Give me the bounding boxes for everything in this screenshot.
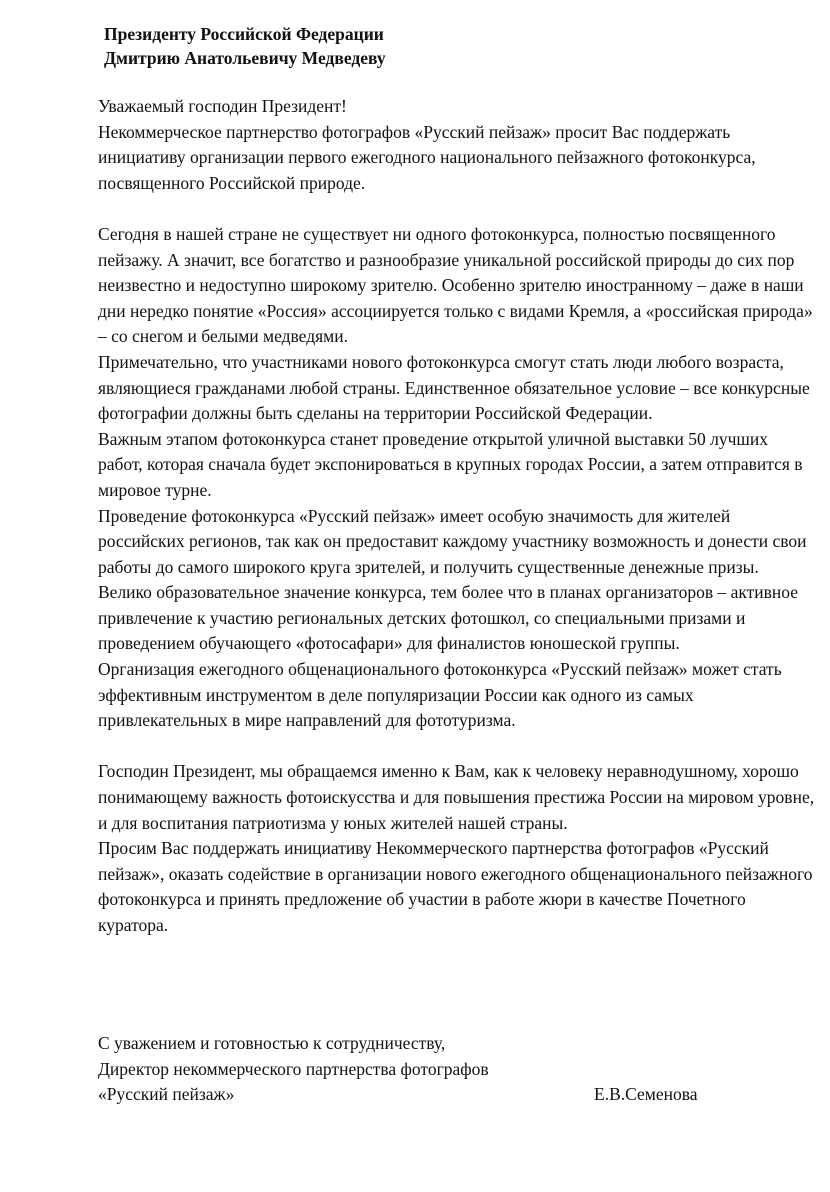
addressee-block	[104, 22, 386, 70]
addressee-name: Дмитрию Анатольевичу Медведеву	[104, 48, 386, 68]
paragraph-exhibition: Важным этапом фотоконкурса станет проведение открытой уличной выставки 50 лучших работ, которая сначала будет экспонироваться в крупных городах России, а затем отправится в мировое турне.	[98, 428, 803, 500]
paragraph-tourism: Организация ежегодного общенационального фотоконкурса «Русский пейзаж» может стать эффективным инструментом в деле популяризации России как одного из самых привлекательных в мире направлений для фототуризма.	[98, 659, 782, 731]
signature-line	[98, 1082, 718, 1108]
signature-name: Е.В.Семенова	[594, 1084, 698, 1105]
signature-position: Директор некоммерческого партнерства фотографов	[98, 1058, 489, 1079]
signature-organization: «Русский пейзаж»	[98, 1084, 235, 1105]
paragraph-education: Велико образовательное значение конкурса, тем более что в планах организаторов – активное привлечение к участию региональных детских фотошкол, со специальными призами и проведением обучающего «фотосафари» для финалистов юношеской группы.	[98, 582, 798, 654]
paragraph-gap	[98, 196, 816, 222]
salutation: Уважаемый господин Президент!	[98, 96, 347, 116]
signature-closing: С уважением и готовностью к сотрудничеству,	[98, 1033, 446, 1053]
paragraph-appeal: Господин Президент, мы обращаемся именно к Вам, как к человеку неравнодушному, хорошо понимающему важность фотоискусства и для повышения престижа России на мировом уровне, и для воспитания патриотизма у юных жителей нашей страны.	[98, 761, 815, 833]
signature-block	[98, 1031, 718, 1108]
letter-body	[98, 94, 816, 939]
paragraph-proposal: Просим Вас поддержать инициативу Некоммерческого партнерства фотографов «Русский пейзаж», оказать содействие в организации нового ежегодного общенационального пейзажного фотоконкурса и принять предложение об участии в работе жюри в качестве Почетного куратора.	[98, 838, 813, 935]
paragraph-context: Сегодня в нашей стране не существует ни одного фотоконкурса, полностью посвященного пейзажу. А значит, все богатство и разнообразие уникальной российской природы до сих пор неизвестно и недоступно широкому зрителю. Особенно зрителю иностранному – даже в наши дни нередко понятие «Россия» ассоциируется только с видами Кремля, а «российская природа» – со снегом и белыми медведями.	[98, 223, 813, 347]
paragraph-request: Некоммерческое партнерство фотографов «Русский пейзаж» просит Вас поддержать инициативу организации первого ежегодного национального пейзажного фотоконкурса, посвященного Российской природе.	[98, 121, 756, 193]
addressee-title: Президенту Российской Федерации	[104, 24, 384, 44]
paragraph-participants: Примечательно, что участниками нового фотоконкурса смогут стать люди любого возраста, являющиеся гражданами любой страны. Единственное обязательное условие – все конкурсные фотографии должны быть сделаны на территории Российской Федерации.	[98, 351, 810, 424]
paragraph-regions: Проведение фотоконкурса «Русский пейзаж» имеет особую значимость для жителей российских регионов, так как он предоставит каждому участнику возможность и донести свои работы до самого широкого круга зрителей, и получить существенные денежные призы.	[98, 505, 807, 577]
paragraph-gap	[98, 734, 816, 760]
